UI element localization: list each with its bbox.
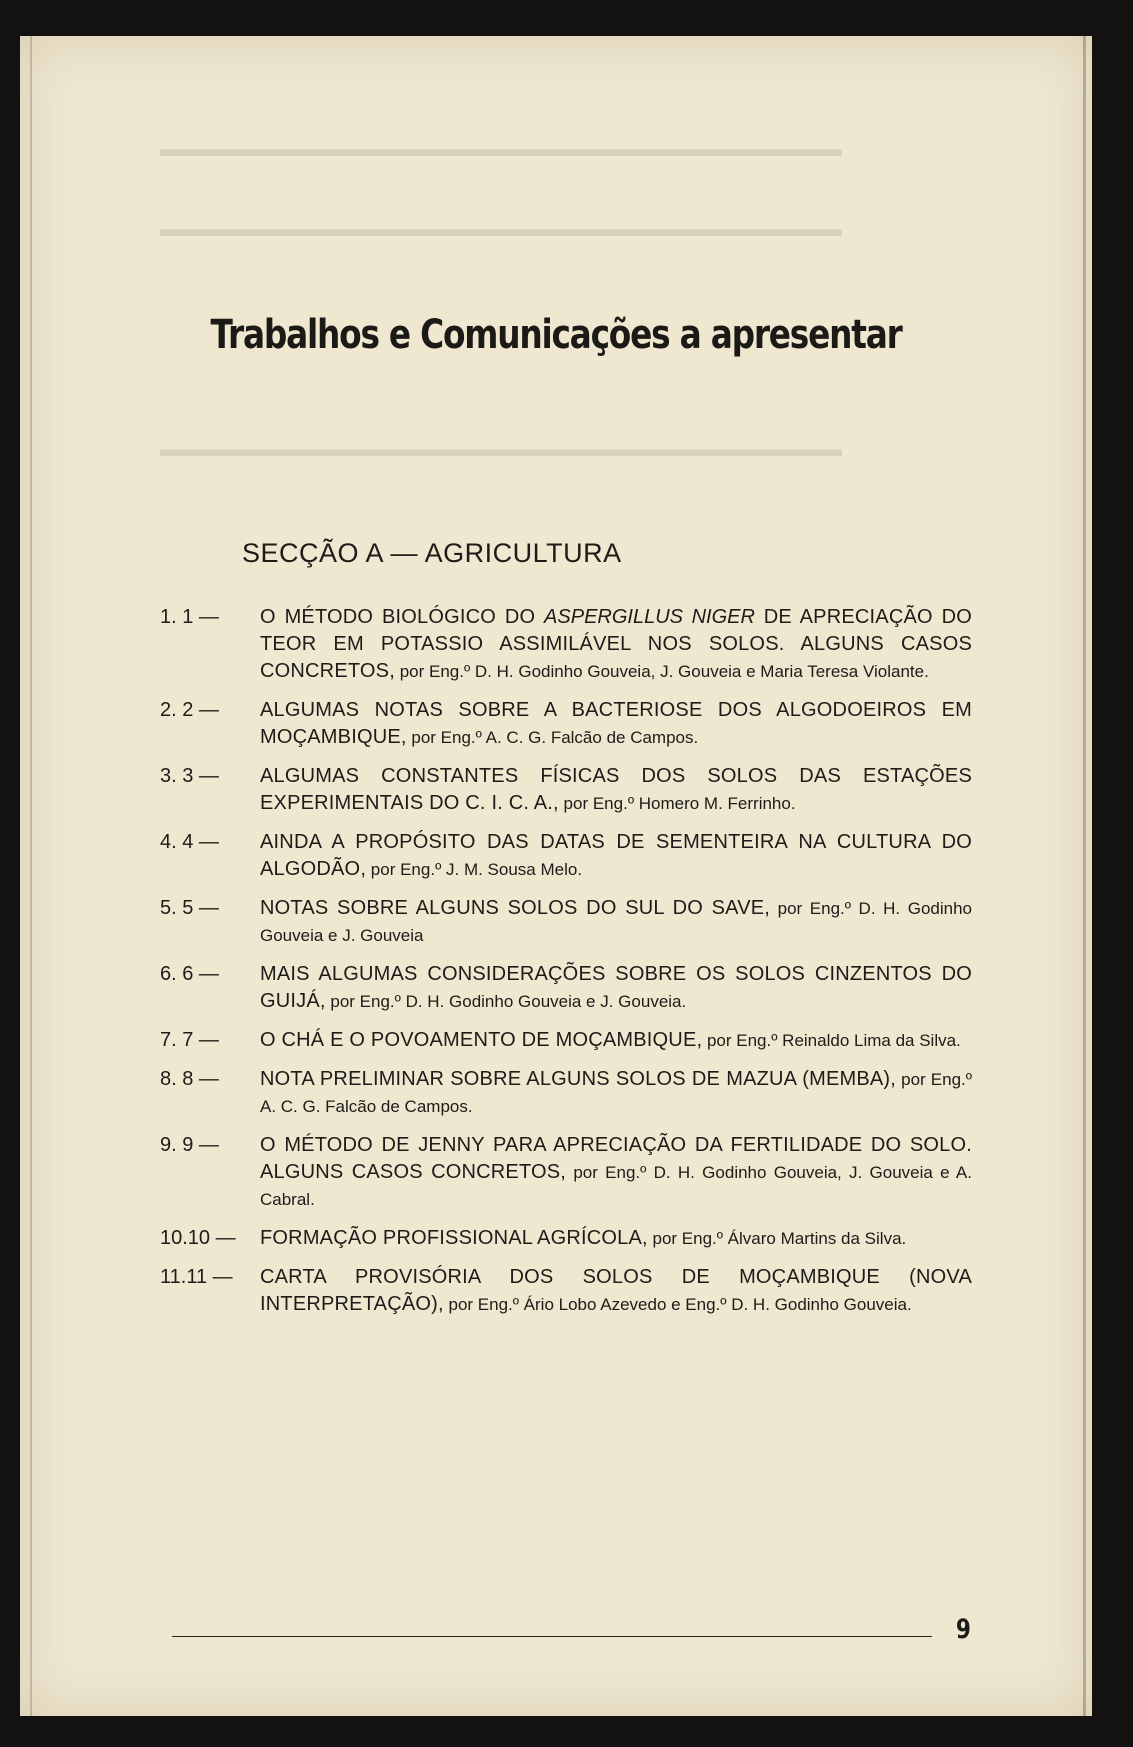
entry-number: 6. 6 —	[160, 963, 219, 985]
page-title: Trabalhos e Comunicações a apresentar	[210, 312, 902, 358]
entry-title: FORMAÇÃO PROFISSIONAL AGRÍCOLA,	[260, 1227, 648, 1249]
entry-authors: por Eng.º D. H. Godinho Gouveia, J. Gouveia e A. Cabral.	[260, 1163, 972, 1209]
list-item	[160, 604, 972, 685]
show-through-texture: ▬▬▬▬▬▬▬▬▬▬▬▬▬▬▬▬▬▬▬▬▬▬▬▬▬▬▬▬▬▬▬	[160, 136, 842, 161]
entry-authors: por Eng.º A. C. G. Falcão de Campos.	[260, 1070, 972, 1116]
entry-number: 9. 9 —	[160, 1134, 219, 1156]
entry-authors: por Eng.º A. C. G. Falcão de Campos.	[406, 728, 699, 747]
entry-number: 3. 3 —	[160, 765, 219, 787]
entry-number: 4. 4 —	[160, 831, 219, 853]
footer-rule	[172, 1636, 932, 1637]
entry-title: O MÉTODO BIOLÓGICO DO	[260, 606, 545, 628]
show-through-texture: ▬▬▬▬▬▬▬▬▬▬▬▬▬▬▬▬▬▬▬▬▬▬▬▬▬▬▬▬▬▬▬	[160, 436, 842, 461]
entry-title: AINDA A PROPÓSITO DAS DATAS DE SEMENTEIRA NA CULTURA DO ALGODÃO,	[260, 831, 972, 880]
entry-authors: por Eng.º Homero M. Ferrinho.	[558, 794, 796, 813]
entry-number: 7. 7 —	[160, 1029, 219, 1051]
entry-title: CARTA PROVISÓRIA DOS SOLOS DE MOÇAMBIQUE (NOVA INTERPRETAÇÃO),	[260, 1266, 972, 1315]
entry-authors: por Eng.º D. H. Godinho Gouveia e J. Gouveia	[260, 899, 973, 945]
entry-title: O MÉTODO DE JENNY PARA APRECIAÇÃO DA FERTILIDADE DO SOLO. ALGUNS CASOS CONCRETOS,	[260, 1134, 972, 1183]
entry-title: NOTA PRELIMINAR SOBRE ALGUNS SOLOS DE MAZUA (MEMBA),	[260, 1068, 897, 1090]
entry-authors: por Eng.º Álvaro Martins da Silva.	[647, 1229, 907, 1248]
list-item	[160, 1225, 972, 1252]
list-item	[160, 1027, 972, 1054]
entry-title: ALGUMAS NOTAS SOBRE A BACTERIOSE DOS ALGODOEIROS EM MOÇAMBIQUE,	[260, 699, 972, 748]
list-item	[160, 895, 972, 949]
list-item	[160, 1066, 972, 1120]
list-item	[160, 961, 972, 1015]
entry-title: NOTAS SOBRE ALGUNS SOLOS DO SUL DO SAVE,	[260, 897, 771, 919]
entry-title: MAIS ALGUMAS CONSIDERAÇÕES SOBRE OS SOLOS CINZENTOS DO GUIJÁ,	[260, 963, 972, 1012]
entry-list	[160, 604, 972, 1330]
show-through-texture: ▬▬▬▬▬▬▬▬▬▬▬▬▬▬▬▬▬▬▬▬▬▬▬▬▬▬▬▬▬▬▬	[160, 216, 842, 241]
list-item	[160, 763, 972, 817]
list-item	[160, 1264, 972, 1318]
entry-number: 1. 1 —	[160, 606, 219, 628]
entry-authors: por Eng.º Reinaldo Lima da Silva.	[702, 1031, 961, 1050]
list-item	[160, 1132, 972, 1213]
entry-authors: por Eng.º J. M. Sousa Melo.	[366, 860, 583, 879]
entry-number: 11.11 —	[160, 1266, 233, 1288]
entry-title: ALGUMAS CONSTANTES FÍSICAS DOS SOLOS DAS ESTAÇÕES EXPERIMENTAIS DO C. I. C. A.,	[260, 765, 972, 814]
entry-number: 8. 8 —	[160, 1068, 219, 1090]
entry-number: 5. 5 —	[160, 897, 219, 919]
entry-authors: por Eng.º D. H. Godinho Gouveia e J. Gouveia.	[325, 992, 687, 1011]
entry-authors: por Eng.º Ário Lobo Azevedo e Eng.º D. H. Godinho Gouveia.	[443, 1295, 912, 1314]
entry-number: 2. 2 —	[160, 699, 219, 721]
list-item	[160, 697, 972, 751]
section-heading: SECÇÃO A — AGRICULTURA	[242, 538, 622, 568]
entry-authors: por Eng.º D. H. Godinho Gouveia, J. Gouveia e Maria Teresa Violante.	[394, 662, 929, 681]
list-item	[160, 829, 972, 883]
entry-title-italic: ASPERGILLUS NIGER	[544, 606, 755, 628]
entry-title-continued: DE APRECIAÇÃO DO TEOR EM POTASSIO ASSIMILÁVEL NOS SOLOS. ALGUNS CASOS CONCRETOS,	[260, 606, 972, 682]
page-number: 9	[955, 1614, 971, 1645]
entry-title: O CHÁ E O POVOAMENTO DE MOÇAMBIQUE,	[260, 1029, 703, 1051]
entry-number: 10.10 —	[160, 1227, 236, 1249]
document-page	[20, 36, 1092, 1716]
